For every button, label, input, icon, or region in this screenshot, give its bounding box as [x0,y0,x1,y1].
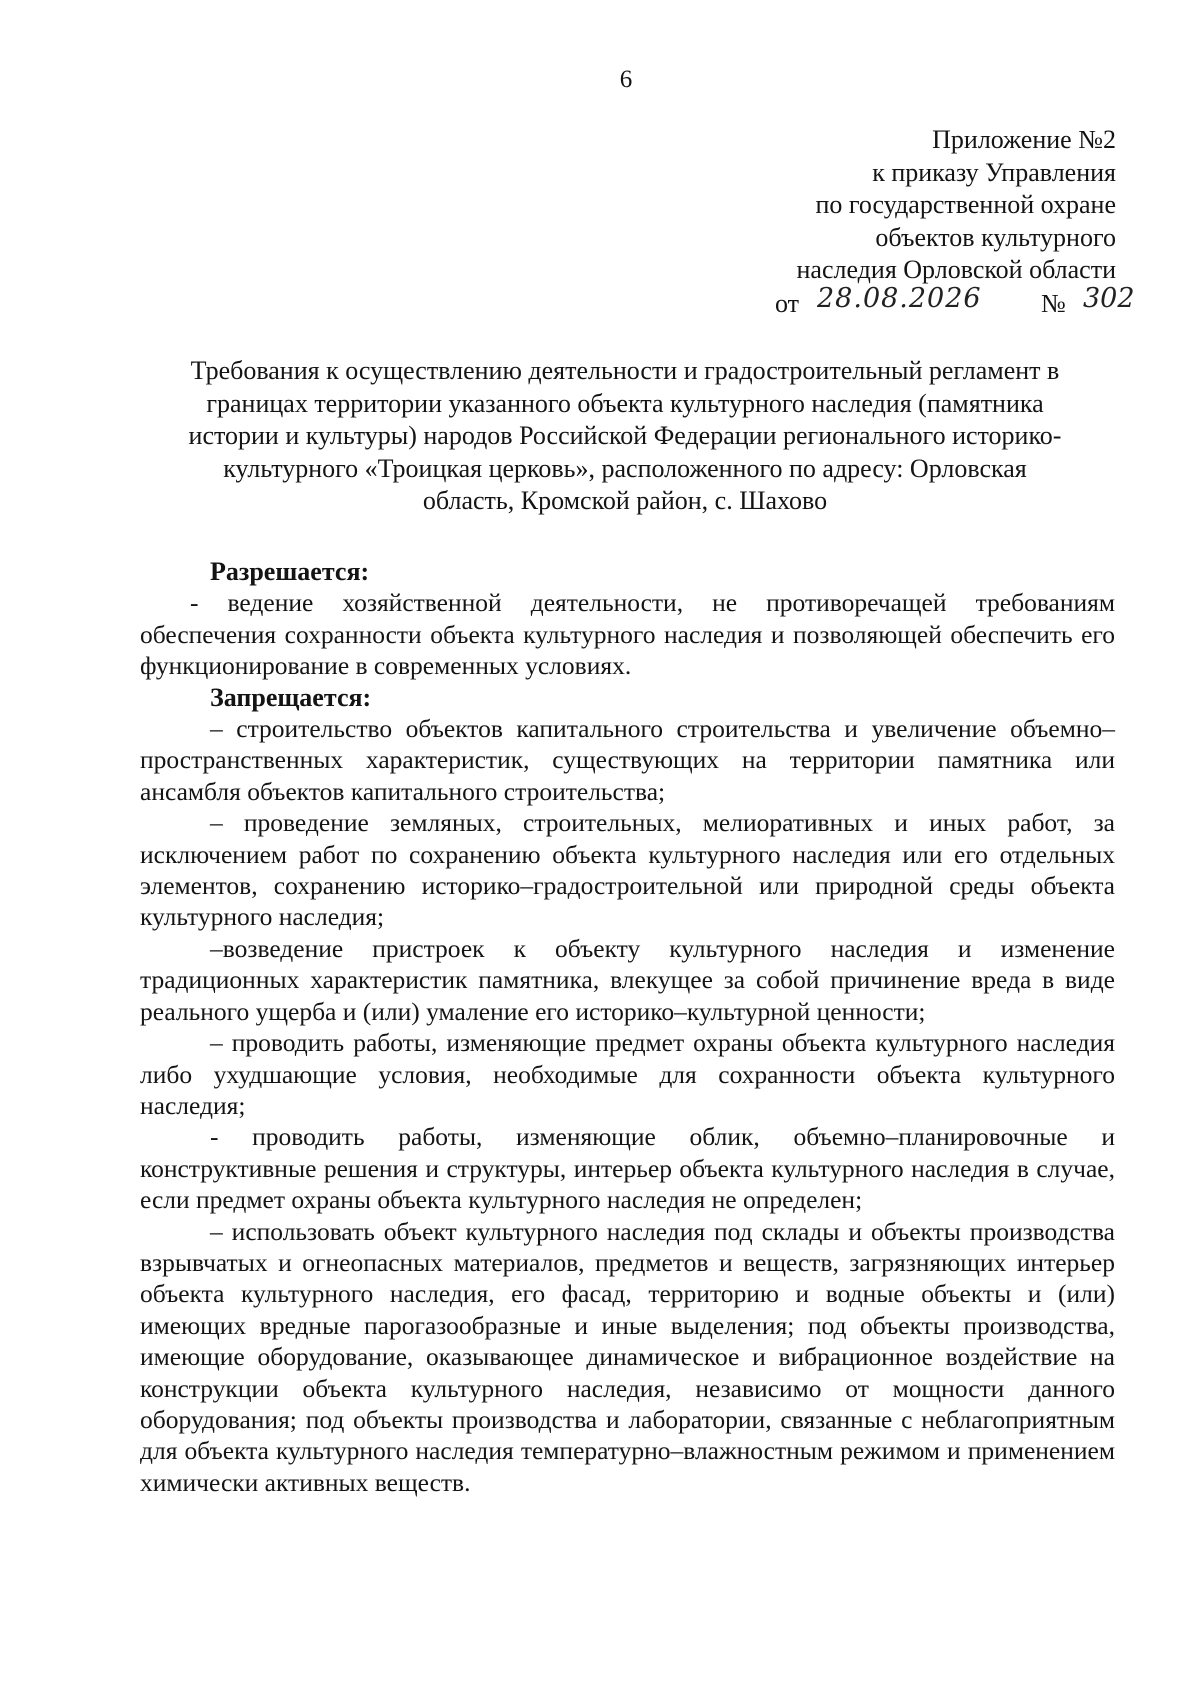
order-date-number [775,283,1145,327]
prohibited-heading: Запрещается: [210,682,372,712]
number-prefix: № [1041,289,1066,318]
appendix-header [797,124,1116,287]
prohibited-item: – строительство объектов капитального строительства и увеличение объемно–пространственных характеристик, существующих на территории памятника или ансамбля объектов капитального строительства; [140,714,1115,806]
title-line: Требования к осуществлению деятельности и градостроительный регламент в [190,356,1060,385]
prohibited-item: – проведение земляных, строительных, мелиоративных и иных работ, за исключением работ по сохранению объекта культурного наследия или его отдельных элементов, сохранению историко–градостроительной или природной среды объекта культурного наследия; [140,808,1115,932]
allowed-heading: Разрешается: [210,557,370,586]
appendix-line: по государственной охране [815,190,1116,219]
appendix-line: к приказу Управления [872,157,1116,187]
prohibited-item: – использовать объект культурного наследия под склады и объекты производства взрывчатых и огнеопасных материалов, предметов и веществ, загрязняющих интерьер объекта культурного наследия, его фасад, территорию и водные объекты и (или) имеющих вредные парогазообразные и иные выделения; под объекты производства, имеющие оборудование, оказывающее динамическое и вибрационное воздействие на конструкции объекта культурного наследия, независимо от мощности данного оборудования; под объекты производства и лаборатории, связанные с неблагоприятным для объекта культурного наследия температурно–влажностным режимом и применением химически активных веществ. [140,1216,1115,1497]
prohibited-item: –возведение пристроек к объекту культурного наследия и изменение традиционных характеристик памятника, влекущее за собой причинение вреда в виде реального ущерба и (или) умаление его историко–культурной ценности; [140,933,1115,1026]
date-prefix: от [775,289,800,318]
title-line: границах территории указанного объекта культурного наследия (памятника [206,388,1044,418]
appendix-line: Приложение №2 [932,125,1116,154]
prohibited-item: – проводить работы, изменяющие предмет охраны объекта культурного наследия либо ухудшающие условия, необходимые для сохранности объекта культурного наследия; [140,1028,1115,1120]
handwritten-number: 302 [1083,283,1135,314]
handwritten-date: 28.08.2026 [817,283,982,314]
document-title [135,355,1115,518]
page-number: 6 [619,66,633,93]
allowed-item: - ведение хозяйственной деятельности, не противоречащей требованиям обеспечения сохранности объекта культурного наследия и позволяющей обеспечить его функционирование в современных условиях. [140,588,1115,681]
document-body [140,556,1115,1498]
title-line: культурного «Троицкая церковь», расположенного по адресу: Орловская [223,453,1027,483]
prohibited-item: - проводить работы, изменяющие облик, объемно–планировочные и конструктивные решения и структуры, интерьер объекта культурного наследия в случае, если предмет охраны объекта культурного наследия не определен; [140,1122,1115,1215]
appendix-line: объектов культурного [875,222,1116,252]
appendix-line: наследия Орловской области [796,255,1116,284]
title-line: область, Кромской район, с. Шахово [422,486,828,515]
title-line: истории и культуры) народов Российской Федерации регионального историко- [188,421,1062,450]
